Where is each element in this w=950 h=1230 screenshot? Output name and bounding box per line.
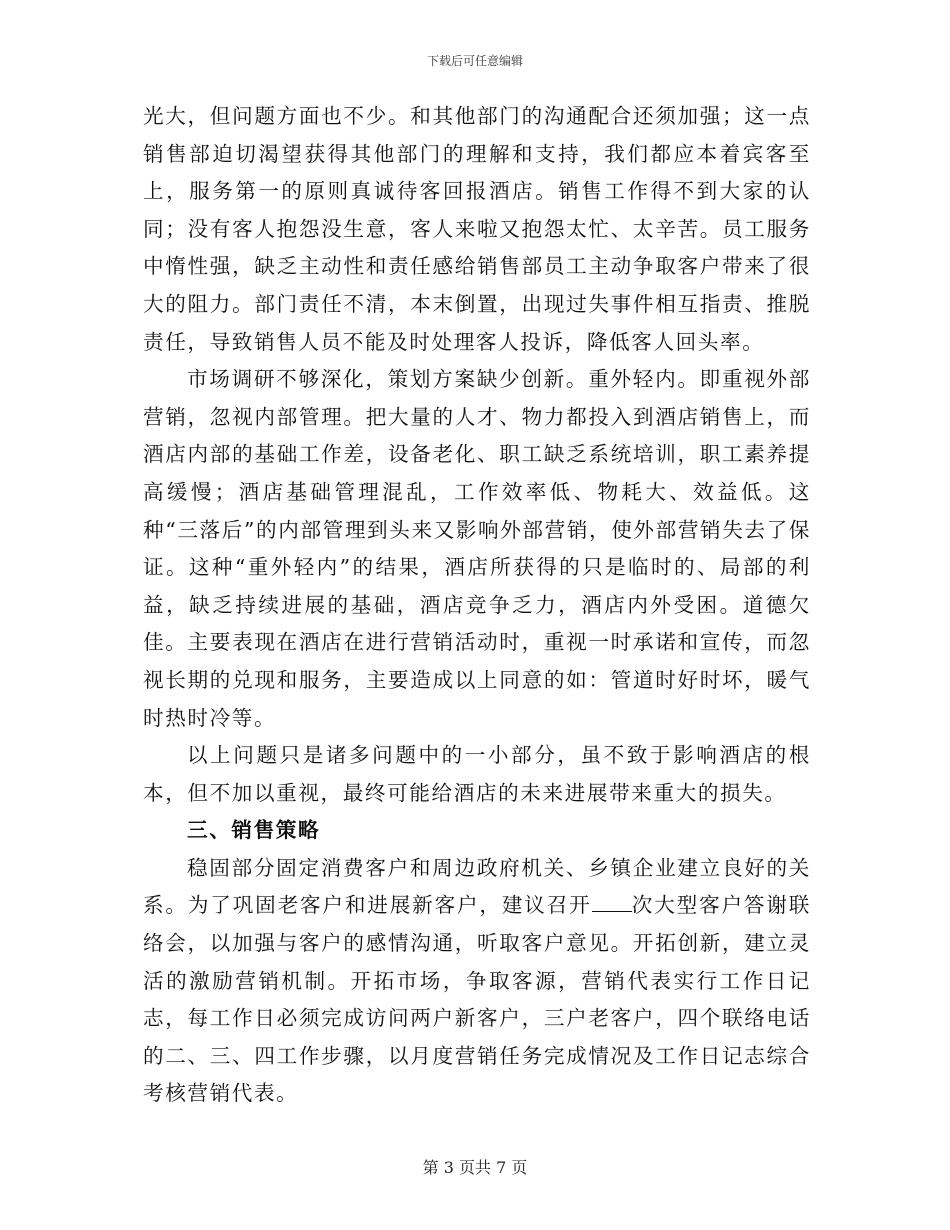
page-footer-page-number: 第 3 页共 7 页 (422, 1158, 528, 1177)
paragraph-3: 以上问题只是诸多问题中的一小部分，虽不致于影响酒店的根本，但不加以重视，最终可能给酒店的未来进展带来重大的损失。 (143, 743, 811, 805)
section-heading-sales-strategy: 三、销售策略 (187, 818, 321, 843)
paragraph-2: 市场调研不够深化，策划方案缺少创新。重外轻内。即重视外部营销，忽视内部管理。把大量的人才、物力都投入到酒店销售上，而酒店内部的基础工作差，设备老化、职工缺乏系统培训，职工素养提高缓慢；酒店基础管理混乱，工作效率低、物耗大、效益低。这种“三落后”的内部管理到头来又影响外部营销，使外部营销失去了保证。这种“重外轻内”的结果，酒店所获得的只是临时的、局部的利益，缺乏持续进展的基础，酒店竞争乏力，酒店内外受困。道德欠佳。主要表现在酒店在进行营销活动时，重视一时承诺和宣传，而忽视长期的兑现和服务，主要造成以上同意的如：管道时好时坏，暖气时热时冷等。 (143, 367, 811, 730)
paragraph-4-text-after-blank: 次大型客户答谢联络会，以加强与客户的感情沟通，听取客户意见。开拓创新，建立灵活的激励营销机制。开拓市场，争取客源，营销代表实行工作日记志，每工作日必须完成访问两户新客户，三户老客户，四个联络电话的二、三、四工作步骤，以月度营销任务完成情况及工作日记志综合考核营销代表。 (143, 893, 811, 1106)
paragraph-1: 光大，但问题方面也不少。和其他部门的沟通配合还须加强；这一点销售部迫切渴望获得其他部门的理解和支持，我们都应本着宾客至上，服务第一的原则真诚待客回报酒店。销售工作得不到大家的认同；没有客人抱怨没生意，客人来啦又抱怨太忙、太辛苦。员工服务中惰性强，缺乏主动性和责任感给销售部员工主动争取客户带来了很大的阻力。部门责任不清，本末倒置，出现过失事件相互指责、推脱责任，导致销售人员不能及时处理客人投诉，降低客人回头率。 (143, 104, 811, 354)
paragraph-4 (143, 850, 811, 1113)
fill-in-blank (592, 893, 632, 912)
paragraph-4-text-before-blank: 稳固部分固定消费客户和周边政府机关、乡镇企业建立良好的关系。为了巩固老客户和进展新客户，建议召开 (143, 855, 811, 918)
page-header: 下载后可任意编辑 (426, 54, 523, 68)
document-body (143, 98, 811, 1113)
